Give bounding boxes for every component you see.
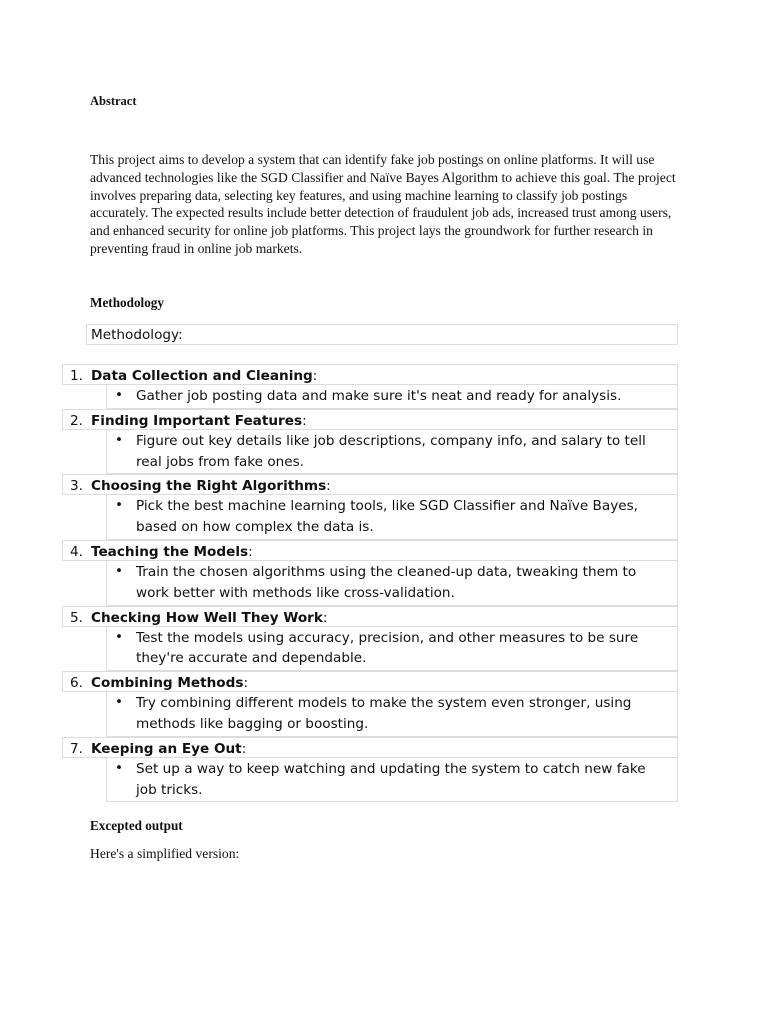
- step-bullet-row: [106, 495, 678, 540]
- step-title-colon: :: [312, 368, 318, 384]
- step-title-bold: Combining Methods: [91, 675, 244, 692]
- step-bullet-text: Pick the best machine learning tools, like SGD Classifier and Naïve Bayes, based on how complex the data is.: [136, 498, 638, 536]
- step-bullet-text: Gather job posting data and make sure it's neat and ready for analysis.: [136, 388, 622, 404]
- step-title-bold: Choosing the Right Algorithms: [91, 478, 327, 495]
- bullet-dot-icon: •: [115, 497, 124, 514]
- methodology-label-box: Methodology:: [86, 324, 678, 345]
- step-row: [62, 671, 678, 692]
- bullet-dot-icon: •: [115, 431, 124, 448]
- step-title-colon: :: [322, 609, 328, 626]
- step-bullet-row: [106, 385, 678, 409]
- step-bullet-text: Figure out key details like job descriptions, company info, and salary to tell real jobs from fake ones.: [136, 432, 646, 470]
- step-row: [62, 540, 678, 561]
- step-title-bold: Checking How Well They Work: [91, 609, 323, 626]
- step-bullet-text: Train the chosen algorithms using the cleaned-up data, tweaking them to work better with methods like cross-validation.: [136, 563, 637, 601]
- step-title-colon: :: [243, 675, 249, 692]
- step-number: 7.: [70, 740, 83, 757]
- step-title: [91, 608, 328, 628]
- step-bullet-row: [106, 430, 678, 475]
- step-bullet-text: Try combining different models to make the system even stronger, using methods like bagging or boosting.: [136, 695, 632, 732]
- step-number: 1.: [70, 368, 83, 384]
- step-title-bold: Finding Important Features: [91, 412, 303, 429]
- step-row: [62, 606, 678, 627]
- methodology-steps-list: [62, 364, 678, 802]
- step-bullet-row: [106, 627, 678, 672]
- step-title: [91, 673, 248, 693]
- expected-output-heading: Excepted output: [90, 818, 183, 833]
- abstract-heading: Abstract: [90, 94, 137, 108]
- step-row: [62, 737, 678, 758]
- step-row: [62, 364, 678, 385]
- step-number: 4.: [70, 543, 83, 560]
- step-number: 3.: [70, 478, 83, 495]
- step-title-colon: :: [241, 740, 247, 757]
- step-title-bold: Teaching the Models: [91, 543, 249, 560]
- step-bullet-text: Test the models using accuracy, precision, and other measures to be sure they're accurate and dependable.: [136, 629, 639, 667]
- step-number: 6.: [70, 675, 83, 692]
- step-bullet-row: [106, 692, 678, 737]
- step-bullet-text: Set up a way to keep watching and updating the system to catch new fake job tricks.: [136, 760, 646, 798]
- step-number: 5.: [70, 609, 83, 626]
- bullet-dot-icon: •: [115, 628, 124, 645]
- step-bullet-row: [106, 758, 678, 803]
- step-title-bold: Data Collection and Cleaning: [91, 368, 313, 384]
- step-row: [62, 474, 678, 495]
- step-title: [91, 366, 317, 386]
- step-title-colon: :: [326, 478, 331, 495]
- methodology-heading: Methodology: [90, 295, 164, 310]
- step-bullet-row: [106, 561, 678, 606]
- step-title-bold: Keeping an Eye Out: [91, 740, 242, 757]
- step-number: 2.: [70, 412, 83, 429]
- step-row: [62, 409, 678, 430]
- bullet-dot-icon: •: [115, 759, 124, 776]
- step-title: [91, 542, 253, 562]
- abstract-paragraph: This project aims to develop a system that can identify fake job postings on online platforms. It will use advanced technologies like the SGD Classifier and Naïve Bayes Algorithm to achieve this goal. The project involves preparing data, selecting key features, and using machine learning to classify job postings accurately. The expected results include better detection of fraudulent job ads, increased trust among users, and enhanced security for online job platforms. This project lays the groundwork for further research in preventing fraud in online job markets.: [90, 152, 676, 256]
- step-title-colon: :: [248, 543, 253, 560]
- step-title: [91, 476, 331, 496]
- step-title-colon: :: [302, 412, 307, 429]
- step-title: [91, 739, 246, 759]
- bullet-dot-icon: •: [115, 694, 124, 711]
- step-title: [91, 411, 307, 431]
- expected-output-text: Here's a simplified version:: [90, 846, 240, 861]
- bullet-dot-icon: •: [115, 387, 124, 403]
- bullet-dot-icon: •: [115, 562, 124, 579]
